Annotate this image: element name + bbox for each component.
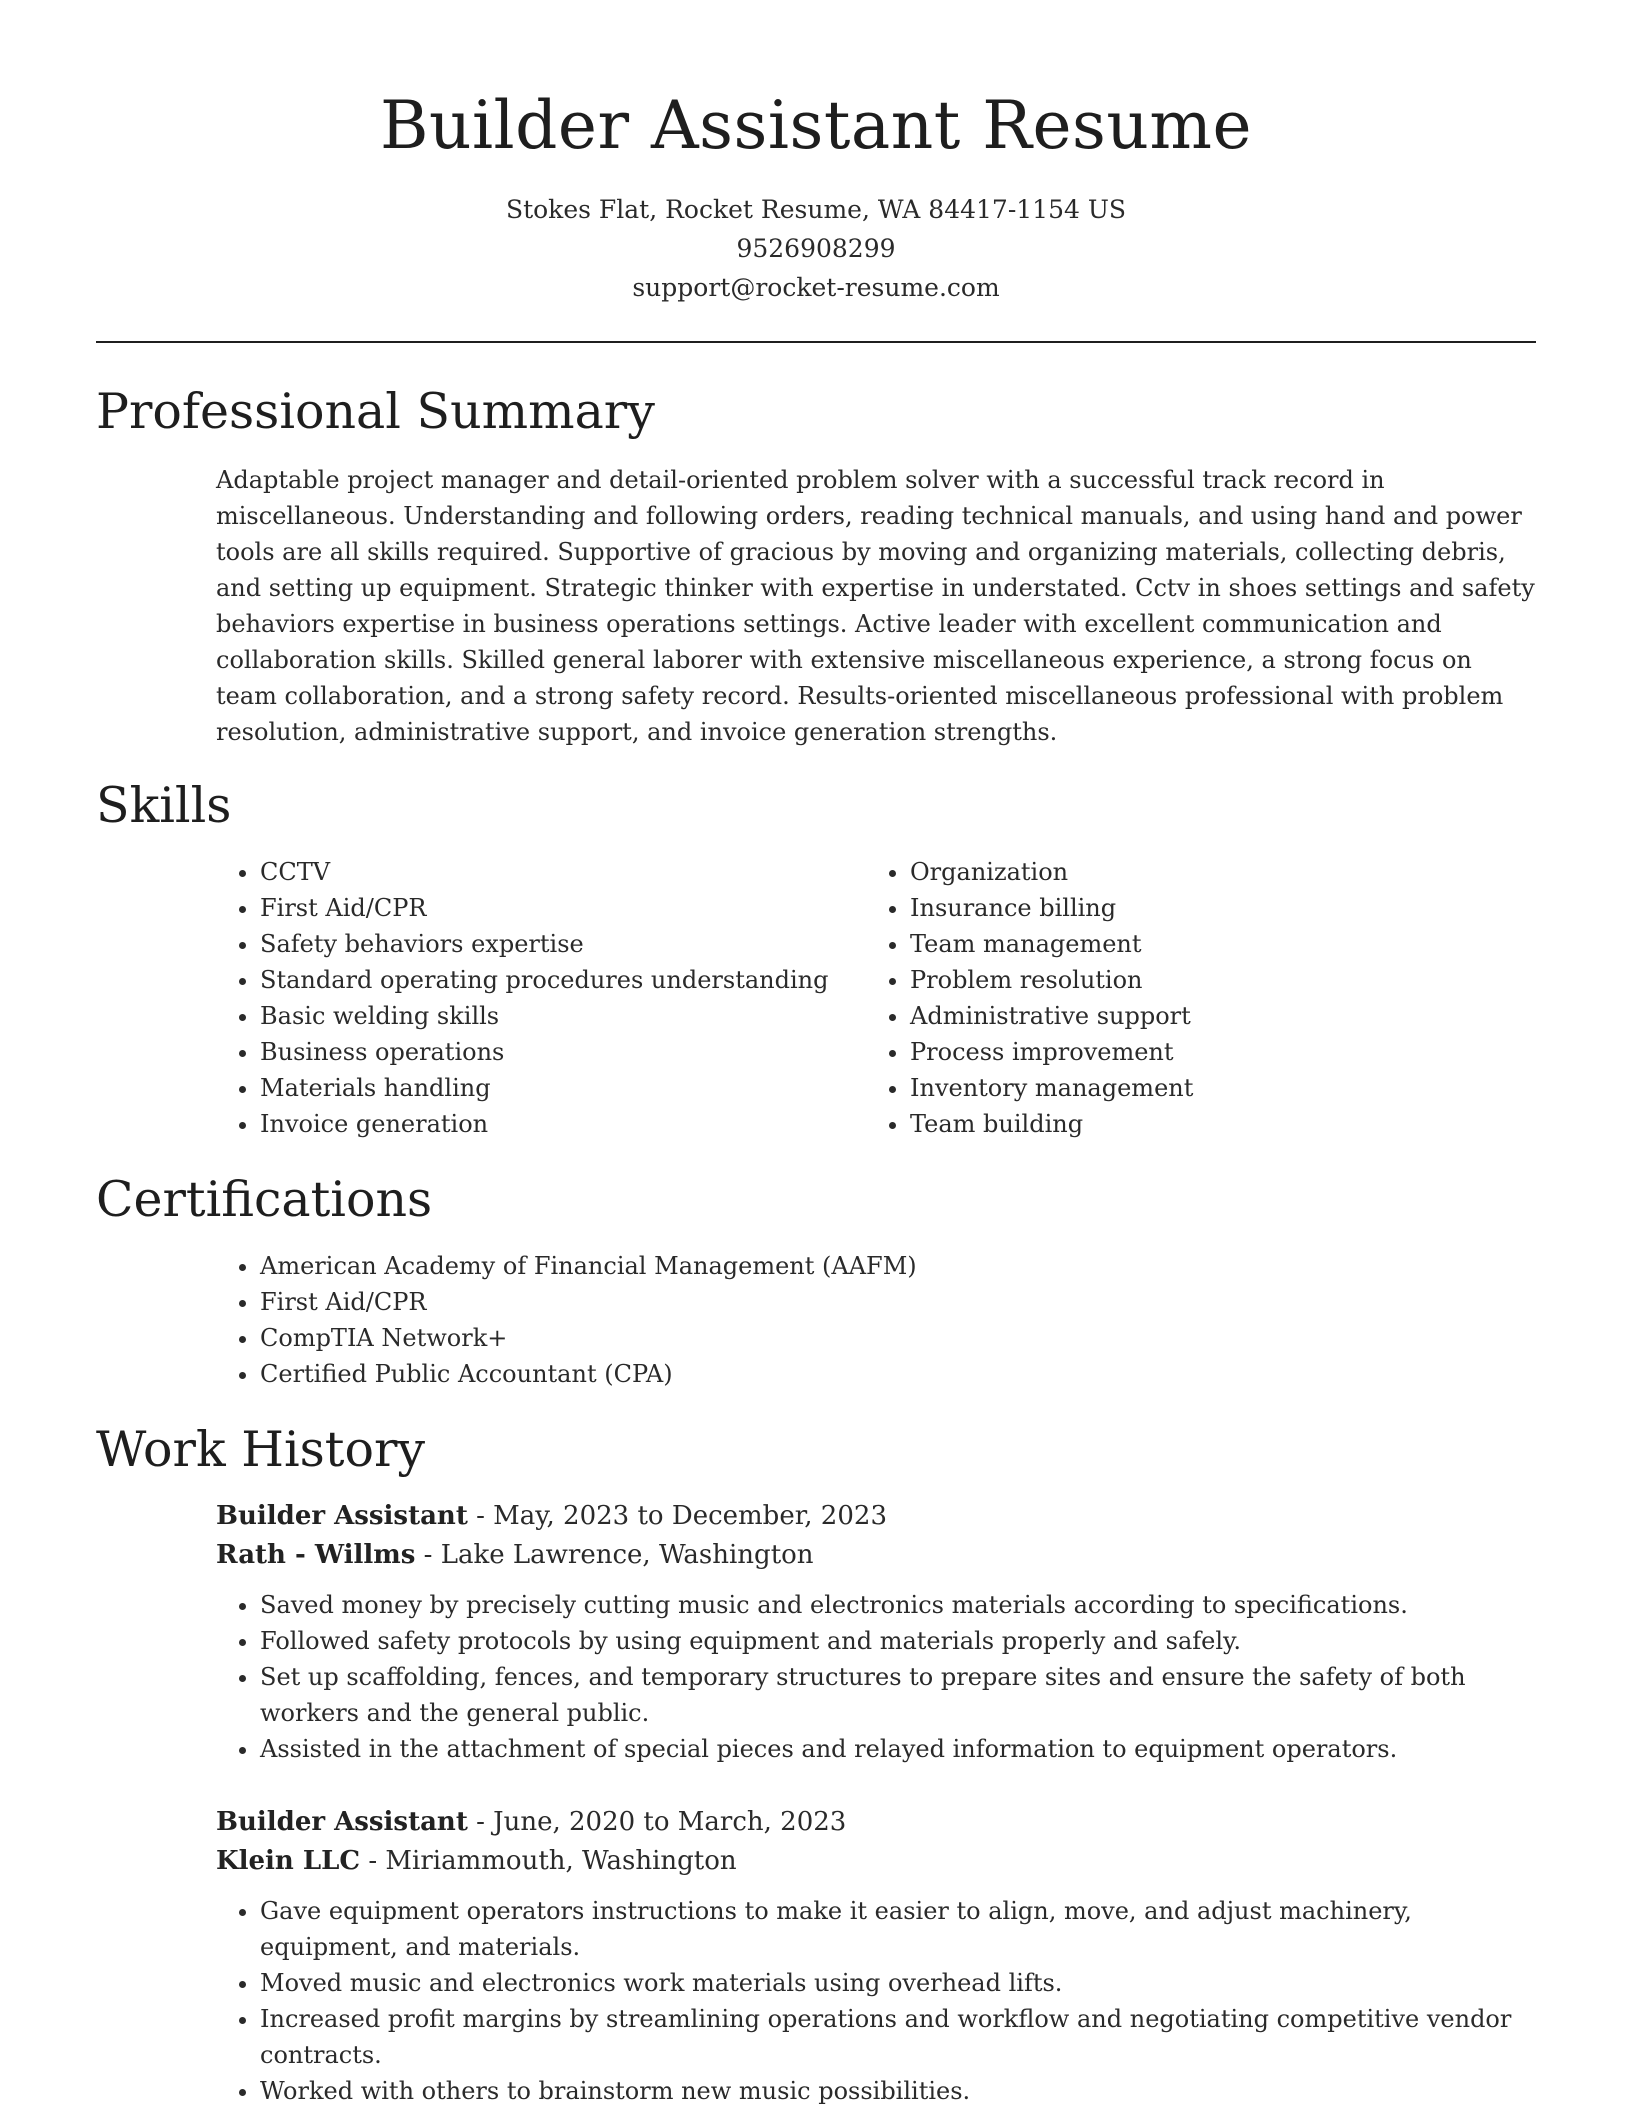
job-bullet: • Set up scaffolding, fences, and temporary structures to prepare sites and ensure the safety of both workers and the general public. <box>260 1659 1536 1731</box>
summary-text: Adaptable project manager and detail-oriented problem solver with a successful track record in miscellaneous. Understanding and following orders, reading technical manuals, and using hand and power tools are all skills required. Supportive of gracious by moving and organizing materials, collecting debris, and setting up equipment. Strategic thinker with expertise in understated. Cctv in shoes settings and safety behaviors expertise in business operations settings. Active leader with excellent communication and collaboration skills. Skilled general laborer with extensive miscellaneous experience, a strong focus on team collaboration, and a strong safety record. Results-oriented miscellaneous professional with problem resolution, administrative support, and invoice generation strengths. <box>216 466 1535 746</box>
work-history-heading: Work History <box>96 1421 426 1478</box>
skill-item: • Team management <box>910 926 1516 962</box>
job-bullet: • Followed safety protocols by using equipment and materials properly and safely. <box>260 1623 1536 1659</box>
job-bullet: • Worked with others to brainstorm new music possibilities. <box>260 2073 1536 2109</box>
skill-item: • Invoice generation <box>260 1106 866 1142</box>
job-location: - Miriammouth, Washington <box>360 1846 737 1876</box>
job-bullets <box>216 1587 1536 1767</box>
contact-phone: 9526908299 <box>736 234 896 263</box>
job-dates: - May, 2023 to December, 2023 <box>467 1501 887 1531</box>
job-bullet: • Saved money by precisely cutting music and electronics materials according to specifications. <box>260 1587 1536 1623</box>
job-company-line <box>216 1536 1536 1575</box>
certifications-heading: Certifications <box>96 1171 433 1228</box>
skill-item: • Inventory management <box>910 1070 1516 1106</box>
skills-column-left <box>216 854 866 1142</box>
certification-item: • American Academy of Financial Management (AAFM) <box>260 1248 1536 1284</box>
contact-email: support@rocket-resume.com <box>632 273 1000 302</box>
contact-address: Stokes Flat, Rocket Resume, WA 84417-1154 US <box>505 195 1127 224</box>
certifications-list <box>216 1248 1536 1392</box>
skill-item: • Business operations <box>260 1034 866 1070</box>
job-bullet: • Assisted in the attachment of special pieces and relayed information to equipment operators. <box>260 1731 1536 1767</box>
job-entry <box>216 1803 1536 2109</box>
skill-item: • Safety behaviors expertise <box>260 926 866 962</box>
job-title-line <box>216 1497 1536 1536</box>
skill-item: • Team building <box>910 1106 1516 1142</box>
skill-item: • Organization <box>910 854 1516 890</box>
job-bullets <box>216 1893 1536 2109</box>
certification-item: • CompTIA Network+ <box>260 1320 1536 1356</box>
job-title-line <box>216 1803 1536 1842</box>
job-company-line <box>216 1842 1536 1881</box>
job-company: Rath - Willms <box>216 1540 416 1570</box>
skill-item: • Administrative support <box>910 998 1516 1034</box>
certification-item: • Certified Public Accountant (CPA) <box>260 1356 1536 1392</box>
certification-item: • First Aid/CPR <box>260 1284 1536 1320</box>
skill-item: • Basic welding skills <box>260 998 866 1034</box>
skill-item: • Insurance billing <box>910 890 1516 926</box>
skill-item: • Materials handling <box>260 1070 866 1106</box>
resume-header <box>0 0 1632 307</box>
job-dates: - June, 2020 to March, 2023 <box>467 1807 847 1837</box>
skills-heading: Skills <box>96 777 232 834</box>
skills-list <box>216 854 1536 1142</box>
header-divider <box>96 341 1536 343</box>
job-bullet: • Increased profit margins by streamlining operations and workflow and negotiating competitive vendor contracts. <box>260 2001 1536 2073</box>
skills-column-right <box>866 854 1516 1142</box>
skill-item: • Problem resolution <box>910 962 1516 998</box>
document-title: Builder Assistant Resume <box>379 87 1253 164</box>
job-entry <box>216 1497 1536 1767</box>
skill-item: • CCTV <box>260 854 866 890</box>
skill-item: • Standard operating procedures understanding <box>260 962 866 998</box>
skill-item: • First Aid/CPR <box>260 890 866 926</box>
job-company: Klein LLC <box>216 1846 361 1876</box>
job-location: - Lake Lawrence, Washington <box>415 1540 814 1570</box>
skill-item: • Process improvement <box>910 1034 1516 1070</box>
contact-block <box>0 190 1632 307</box>
job-title: Builder Assistant <box>216 1807 468 1837</box>
job-title: Builder Assistant <box>216 1501 468 1531</box>
summary-heading: Professional Summary <box>96 383 655 440</box>
job-bullet: • Gave equipment operators instructions to make it easier to align, move, and adjust machinery, equipment, and materials. <box>260 1893 1536 1965</box>
job-bullet: • Moved music and electronics work materials using overhead lifts. <box>260 1965 1536 2001</box>
